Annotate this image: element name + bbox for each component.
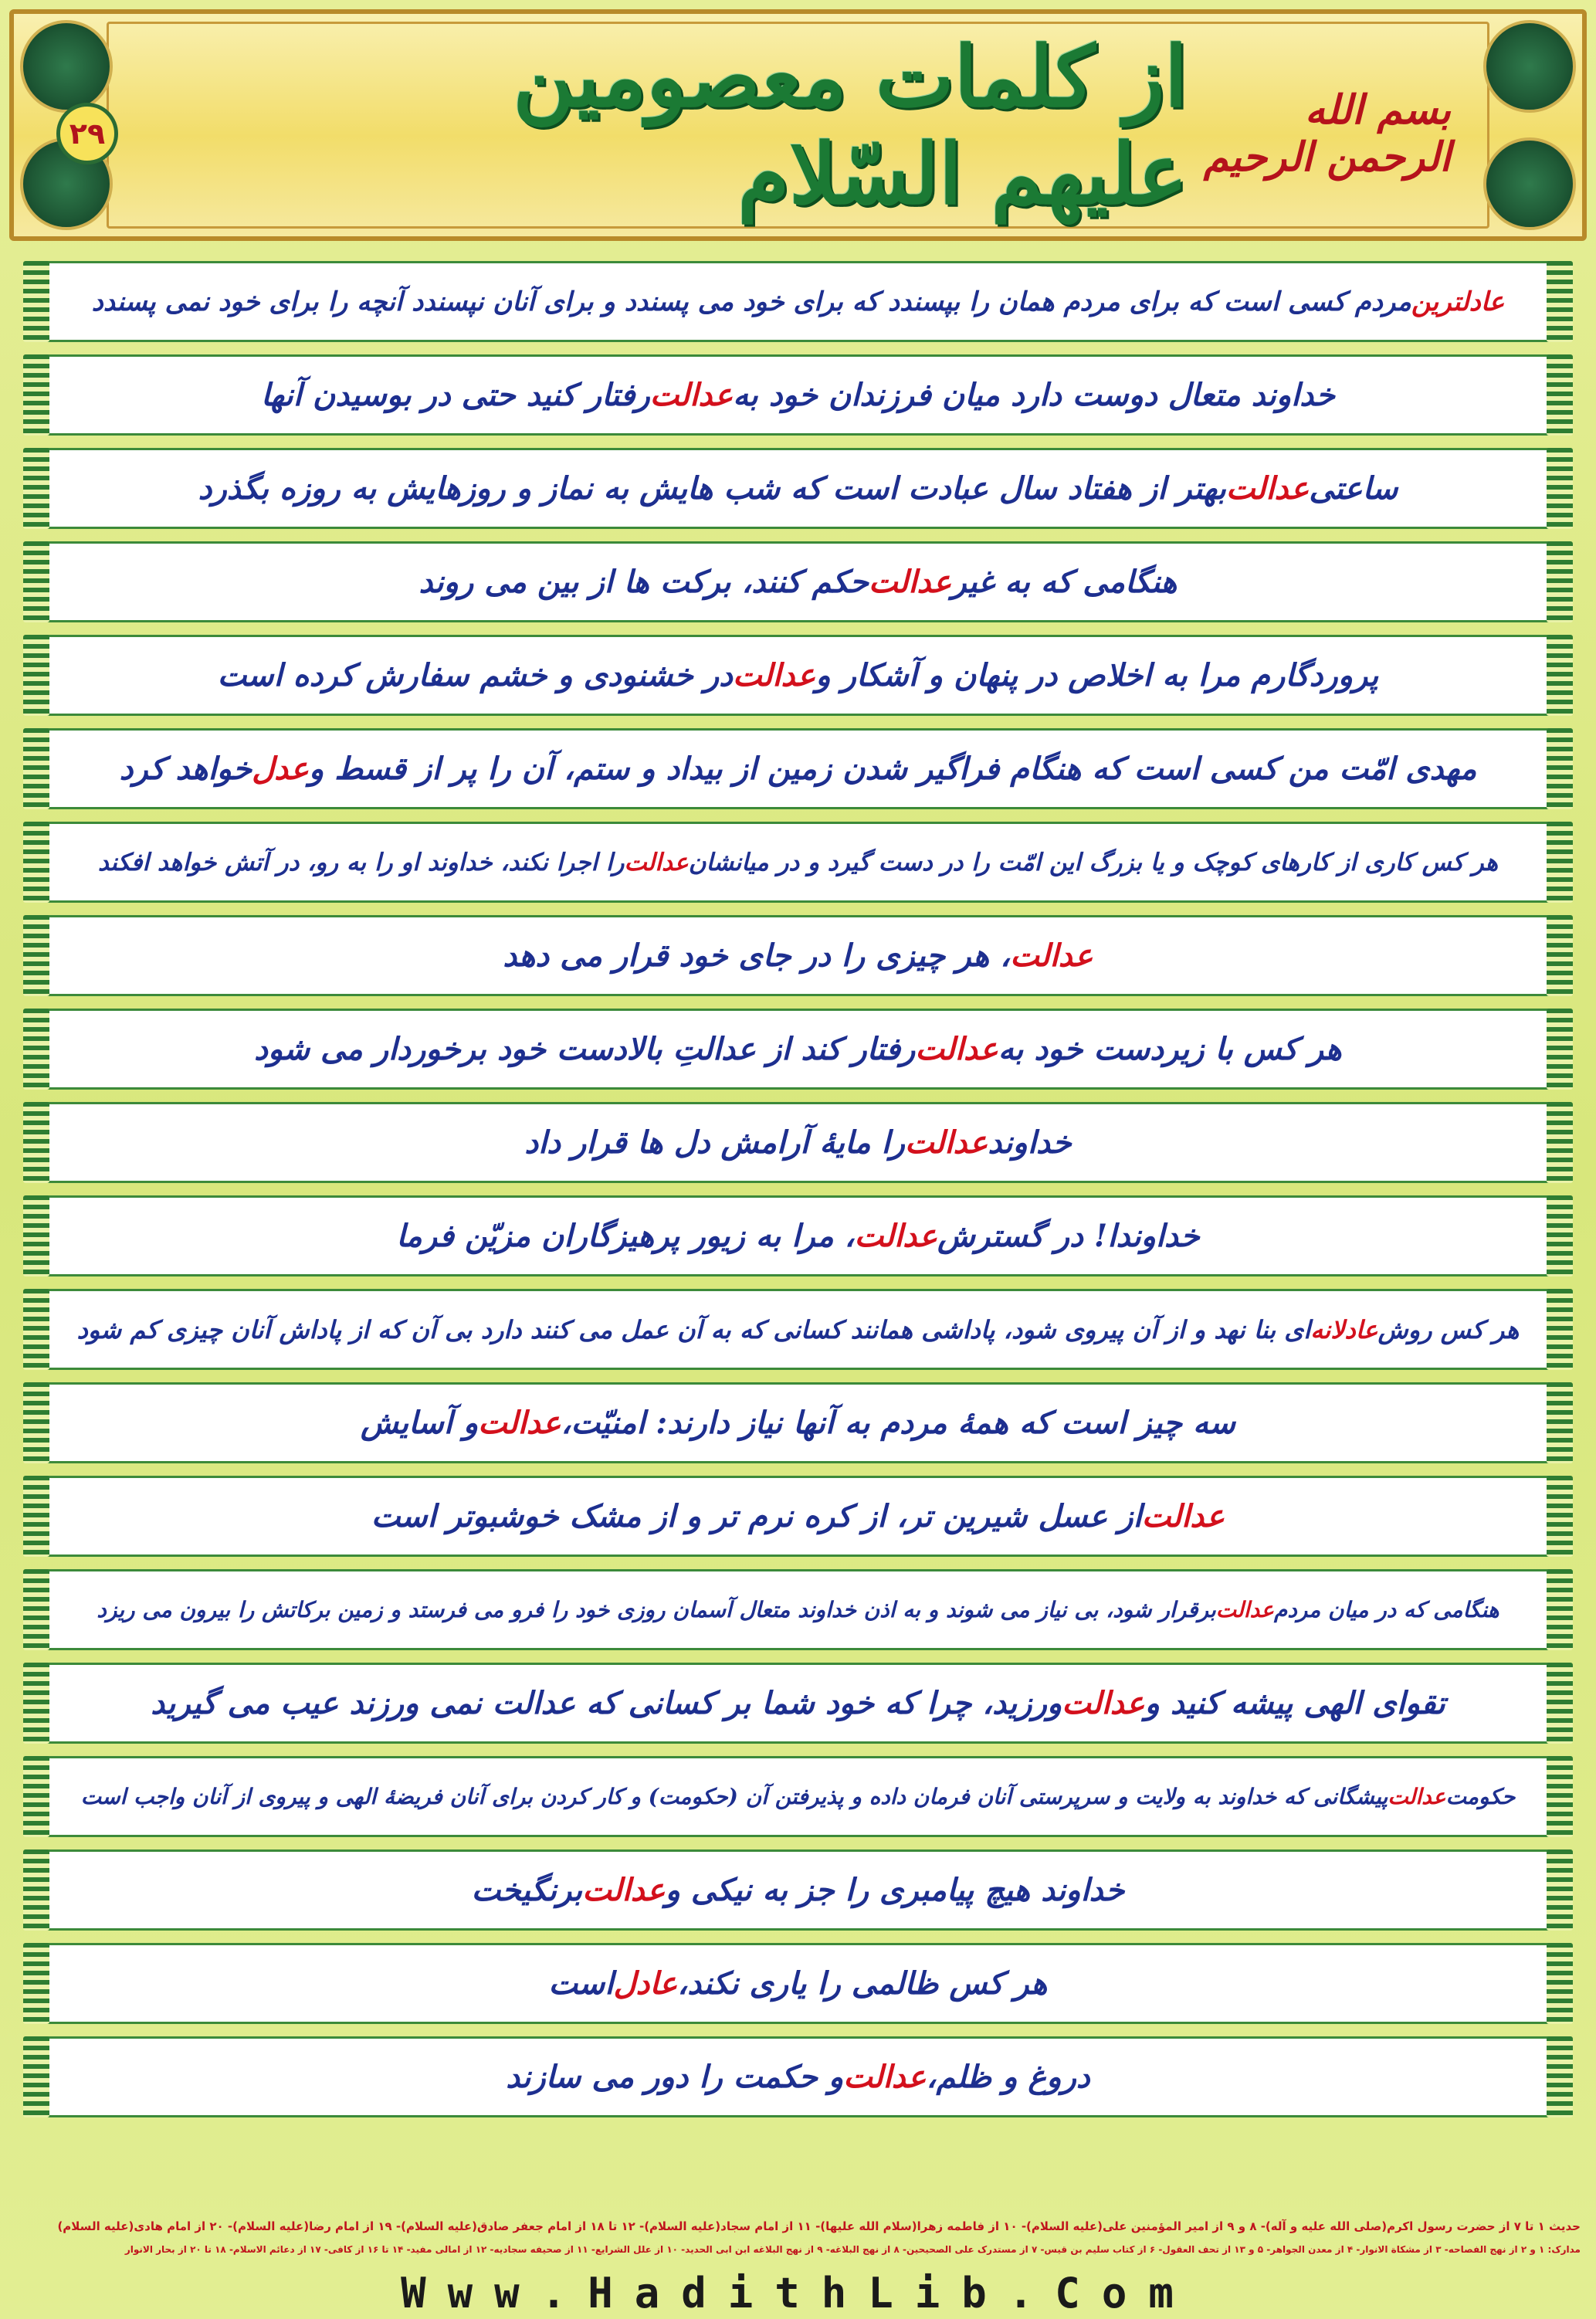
row-ornament-icon	[23, 1756, 49, 1837]
hadith-keyword: عدالت	[732, 657, 816, 693]
hadith-text	[77, 1849, 1519, 1931]
hadith-text	[77, 261, 1519, 342]
hadith-keyword: عدالت	[1010, 937, 1093, 974]
ornament-icon	[1483, 20, 1576, 113]
hadith-keyword: عدالت	[1215, 1597, 1274, 1622]
hadith-row	[23, 1283, 1573, 1376]
row-ornament-icon	[1547, 822, 1573, 903]
hadith-text-pre: هر کس با زیردست خود به	[998, 1031, 1342, 1067]
hadith-text	[77, 1943, 1519, 2024]
sources-line-narrators: حدیث ۱ تا ۷ از حضرت رسول اکرم(صلی الله علیه و آله)- ۸ و ۹ از امیر المؤمنین علی(علیه السلام)- ۱۰ از فاطمه زهرا(سلام الله علیها)- ۱۱ از امام سجاد(علیه السلام)- ۱۲ تا ۱۸ از امام جعفر صادق(علیه السلام)- ۱۹ از امام رضا(علیه السلام)- ۲۰ از امام هادی(علیه السلام)	[57, 2219, 1581, 2233]
hadith-text	[77, 541, 1519, 622]
row-ornament-icon	[23, 2036, 49, 2117]
hadith-row	[23, 535, 1573, 629]
row-ornament-icon	[1547, 448, 1573, 529]
row-ornament-icon	[23, 1943, 49, 2024]
hadith-text-post: ، هر چیزی را در جای خود قرار می دهد	[503, 937, 1011, 974]
hadith-text-post: رفتار کند از عدالتِ بالادست خود برخوردار می شود	[254, 1031, 916, 1067]
row-ornament-icon	[1547, 1756, 1573, 1837]
hadith-row	[23, 442, 1573, 535]
hadith-text	[77, 1195, 1519, 1276]
hadith-text	[77, 354, 1519, 436]
hadith-row	[23, 1470, 1573, 1563]
hadith-text	[77, 1009, 1519, 1090]
row-ornament-icon	[1547, 915, 1573, 996]
row-ornament-icon	[23, 354, 49, 436]
hadith-text-pre: سه چیز است که همۀ مردم به آنها نیاز دارند: امنیّت،	[561, 1405, 1236, 1441]
row-ornament-icon	[1547, 1476, 1573, 1557]
hadith-row	[23, 1656, 1573, 1750]
hadith-keyword: عدالت	[868, 564, 952, 600]
row-ornament-icon	[23, 448, 49, 529]
hadith-row	[23, 1937, 1573, 2030]
row-ornament-icon	[23, 1849, 49, 1931]
hadith-list	[23, 255, 1573, 2124]
row-ornament-icon	[1547, 541, 1573, 622]
hadith-text-post: را اجرا نکند، خداوند او را به رو، در آتش خواهد افکند	[97, 848, 625, 876]
hadith-text-post: برنگیخت	[471, 1872, 583, 1908]
hadith-text	[77, 1102, 1519, 1183]
hadith-text-pre: تقوای الهی پیشه کنید و	[1144, 1685, 1445, 1721]
hadith-text-pre: خداوند هیچ پیامبری را جز به نیکی و	[665, 1872, 1125, 1908]
hadith-row	[23, 1096, 1573, 1189]
row-ornament-icon	[1547, 635, 1573, 716]
row-ornament-icon	[23, 1102, 49, 1183]
hadith-text	[77, 822, 1519, 903]
hadith-row	[23, 1189, 1573, 1283]
hadith-row	[23, 909, 1573, 1002]
hadith-text	[77, 1663, 1519, 1744]
hadith-text-pre: هر کس کاری از کارهای کوچک و یا بزرگ این امّت را در دست گیرد و در میانشان	[688, 848, 1499, 876]
hadith-keyword: عدالت	[915, 1031, 998, 1067]
hadith-row	[23, 1376, 1573, 1470]
row-ornament-icon	[23, 1009, 49, 1090]
hadith-text-pre: پروردگارم مرا به اخلاص در پنهان و آشکار و	[815, 657, 1379, 693]
hadith-text	[77, 728, 1519, 809]
hadith-row	[23, 629, 1573, 722]
hadith-text-post: ای بنا نهد و از آن پیروی شود، پاداشی همانند کسانی که به آن عمل می کنند دارد بی آن که از پاداش آنان چیزی کم شود	[77, 1314, 1311, 1344]
hadith-row	[23, 1002, 1573, 1096]
hadith-text-post: بهتر از هفتاد سال عبادت است که شب هایش به نماز و روزهایش به روزه بگذرد	[198, 470, 1226, 507]
row-ornament-icon	[23, 261, 49, 342]
sources-footnote	[15, 2215, 1581, 2261]
ornament-icon	[1483, 137, 1576, 230]
bismillah-calligraphy: بسم الله الرحمن الرحیم	[1203, 86, 1451, 181]
row-ornament-icon	[23, 728, 49, 809]
hadith-text	[77, 635, 1519, 716]
row-ornament-icon	[1547, 1569, 1573, 1650]
row-ornament-icon	[1547, 1102, 1573, 1183]
hadith-keyword: عدالت	[582, 1872, 666, 1908]
hadith-text-pre: خداوند	[988, 1124, 1072, 1161]
hadith-keyword: عدالت	[649, 377, 734, 413]
hadith-text-post: خواهد کرد	[119, 751, 252, 787]
row-ornament-icon	[1547, 1943, 1573, 2024]
hadith-text-pre: هر کس ظالمی را یاری نکند،	[677, 1965, 1048, 2002]
row-ornament-icon	[1547, 1382, 1573, 1463]
hadith-text	[77, 448, 1519, 529]
hadith-text-pre: هر کس روش	[1377, 1314, 1519, 1344]
hadith-row	[23, 1750, 1573, 1843]
hadith-row	[23, 2030, 1573, 2124]
row-ornament-icon	[1547, 1289, 1573, 1370]
row-ornament-icon	[1547, 354, 1573, 436]
hadith-keyword: عدالت	[843, 2059, 927, 2095]
hadith-text-post: و آسایش	[360, 1405, 479, 1441]
ornament-icon	[20, 20, 113, 113]
hadith-text-post: است	[548, 1965, 614, 2002]
row-ornament-icon	[23, 1382, 49, 1463]
row-ornament-icon	[23, 915, 49, 996]
hadith-text-post: ، مرا به زیور پرهیزگاران مزیّن فرما	[396, 1218, 855, 1254]
hadith-text-post: در خشنودی و خشم سفارش کرده است	[217, 657, 733, 693]
hadith-text	[77, 915, 1519, 996]
hadith-text-pre: ساعتی	[1309, 470, 1398, 507]
hadith-text-post: ورزید، چرا که خود شما بر کسانی که عدالت نمی ورزند عیب می گیرید	[151, 1685, 1062, 1721]
hadith-row	[23, 1843, 1573, 1937]
hadith-text-post: از عسل شیرین تر، از کره نرم تر و از مشک خوشبوتر است	[371, 1498, 1142, 1534]
hadith-keyword: عدالت	[1225, 470, 1310, 507]
row-ornament-icon	[23, 1289, 49, 1370]
hadith-keyword: عدالت	[1141, 1498, 1225, 1534]
hadith-text	[77, 2036, 1519, 2117]
row-ornament-icon	[23, 1195, 49, 1276]
hadith-row	[23, 722, 1573, 815]
sources-line-references: مدارک: ۱ و ۲ از نهج الفصاحه- ۳ از مشکاة الانوار- ۴ از معدن الجواهر- ۵ و ۱۳ از تحف العقول- ۶ از کتاب سلیم بن قیس- ۷ از مستدرک علی الصحیحین- ۸ از نهج البلاغه- ۹ از نهج البلاغه ابن ابی الحدید- ۱۰ از علل الشرایع- ۱۱ از صحیفه سجادیه- ۱۲ از امالی مفید- ۱۴ تا ۱۶ از کافی- ۱۷ از دعائم الاسلام- ۱۸ تا ۲۰ از بحار الانوار	[124, 2244, 1581, 2255]
hadith-text-pre: دروغ و ظلم،	[926, 2059, 1090, 2095]
hadith-row	[23, 1563, 1573, 1656]
hadith-text-post: و حکمت را دور می سازند	[506, 2059, 844, 2095]
hadith-text-post: مردم کسی است که برای مردم همان را بپسندد که برای خود می پسندد و برای آنان نپسندد آنچه را برای خود نمی پسندد	[91, 286, 1411, 317]
row-ornament-icon	[1547, 1849, 1573, 1931]
row-ornament-icon	[1547, 1663, 1573, 1744]
row-ornament-icon	[23, 541, 49, 622]
hadith-keyword: عادلانه	[1310, 1314, 1378, 1344]
hadith-text-post: را مایۀ آرامش دل ها قرار داد	[524, 1124, 905, 1161]
hadith-text-pre: مهدی امّت من کسی است که هنگام فراگیر شدن زمین از بیداد و ستم، آن را پر از قسط و	[309, 751, 1477, 787]
row-ornament-icon	[1547, 2036, 1573, 2117]
hadith-keyword: عدالت	[1388, 1784, 1446, 1809]
header-banner	[9, 9, 1587, 241]
hadith-text-pre: حکومت	[1445, 1784, 1516, 1809]
hadith-text-pre: خداوند متعال دوست دارد میان فرزندان خود به	[733, 377, 1335, 413]
hadith-text	[77, 1569, 1519, 1650]
hadith-text	[77, 1382, 1519, 1463]
hadith-row	[23, 815, 1573, 909]
row-ornament-icon	[1547, 1009, 1573, 1090]
hadith-text-post: پیشگانی که خداوند به ولایت و سرپرستی آنان فرمان داده و پذیرفتن آن (حکومت) و کار کردن برای آنان فریضۀ الهی و پیروی از آنان واجب است	[80, 1784, 1388, 1809]
hadith-text	[77, 1756, 1519, 1837]
hadith-keyword: عدالت	[854, 1218, 938, 1254]
page-title: از کلمات معصومین علیهم السّلام	[513, 29, 1188, 223]
hadith-row	[23, 255, 1573, 348]
row-ornament-icon	[1547, 1195, 1573, 1276]
hadith-keyword: عدالت	[478, 1405, 561, 1441]
row-ornament-icon	[1547, 261, 1573, 342]
row-ornament-icon	[23, 1569, 49, 1650]
row-ornament-icon	[23, 1476, 49, 1557]
hadith-row	[23, 348, 1573, 442]
hadith-keyword: عدالت	[1062, 1685, 1145, 1721]
hadith-keyword: عدالت	[624, 848, 689, 876]
hadith-keyword: عادل	[613, 1965, 678, 2002]
hadith-text-post: برقرار شود، بی نیاز می شوند و به اذن خداوند متعال آسمان روزی خود را فرو می فرستد و زمین برکاتش را بیرون می ریزد	[97, 1597, 1216, 1622]
hadith-text-post: رفتار کنید حتی در بوسیدن آنها	[261, 377, 650, 413]
hadith-keyword: عادلترین	[1411, 286, 1505, 317]
row-ornament-icon	[23, 1663, 49, 1744]
website-link[interactable]: Www.HadithLib.Com	[401, 2268, 1195, 2317]
hadith-text-pre: هنگامی که به غیر	[951, 564, 1178, 600]
hadith-text	[77, 1476, 1519, 1557]
hadith-keyword: عدل	[252, 751, 309, 787]
hadith-text-post: حکم کنند، برکت ها از بین می روند	[418, 564, 869, 600]
row-ornament-icon	[1547, 728, 1573, 809]
hadith-text-pre: خداوندا! در گسترش	[937, 1218, 1200, 1254]
hadith-text	[77, 1289, 1519, 1370]
row-ornament-icon	[23, 822, 49, 903]
page-number-badge: ۲۹	[56, 103, 118, 164]
hadith-text-pre: هنگامی که در میان مردم	[1274, 1597, 1499, 1622]
row-ornament-icon	[23, 635, 49, 716]
hadith-keyword: عدالت	[904, 1124, 988, 1161]
